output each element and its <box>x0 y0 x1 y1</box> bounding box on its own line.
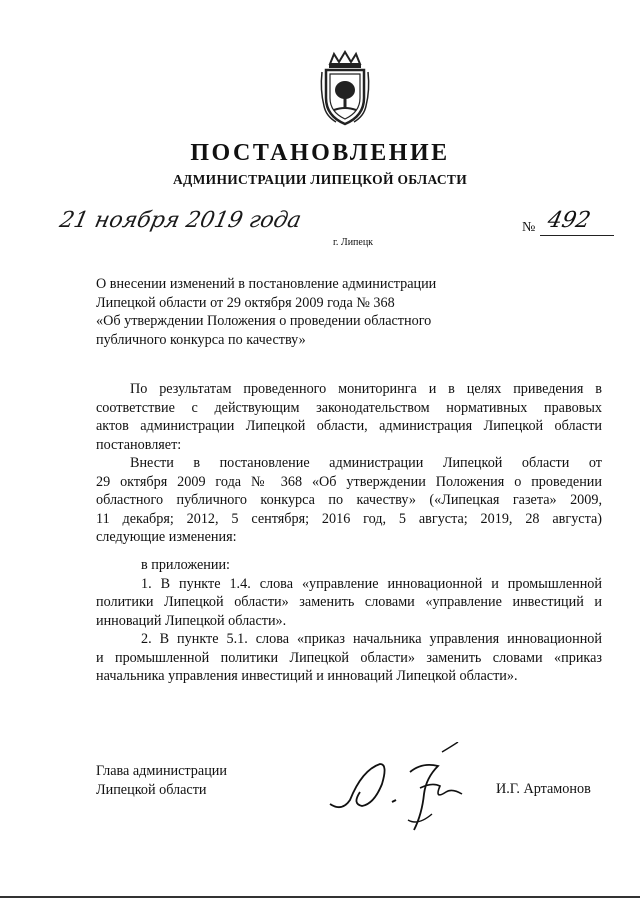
handwritten-number: 492 <box>545 208 593 233</box>
body-line: Внести в постановление администрации Липецкой области от <box>130 455 602 471</box>
body-line: актов администрации Липецкой области, администрация Липецкой области <box>96 418 602 434</box>
body-line: соответствие с действующим законодательством нормативных правовых <box>96 399 602 416</box>
body-line: областного публичного конкурса по качеству» («Липецкая газета» 2009, <box>96 492 602 508</box>
number-underline <box>540 235 614 236</box>
document-title: ПОСТАНОВЛЕНИЕ <box>190 140 450 166</box>
handwritten-date: 21 ноября 2019 года <box>57 208 304 233</box>
subject-line: Липецкой области от 29 октября 2009 года № 368 <box>96 294 395 311</box>
body-line: следующие изменения: <box>96 529 237 545</box>
item-line: политики Липецкой области» заменить словами «управление инвестиций и <box>96 594 602 610</box>
signatory-position <box>96 762 227 800</box>
body-line: 29 октября 2009 года № 368 «Об утверждении Положения о проведении <box>96 473 602 490</box>
subject-line: О внесении изменений в постановление администрации <box>96 276 437 292</box>
appendix-heading: в приложении: <box>141 557 230 573</box>
city-label: г. Липецк <box>332 237 374 248</box>
signatory-position-line: Глава администрации <box>96 763 227 779</box>
signatory-name: И.Г. Артамонов <box>496 781 591 797</box>
signatory-position-line: Липецкой области <box>96 782 207 798</box>
page-bottom-edge <box>0 896 640 898</box>
subject-line: «Об утверждении Положения о проведении областного <box>96 313 432 329</box>
item-line: инноваций Липецкой области». <box>96 612 287 629</box>
item-line: 1. В пункте 1.4. слова «управление инновационной и промышленной <box>141 575 602 592</box>
document-issuer: АДМИНИСТРАЦИИ ЛИПЕЦКОЙ ОБЛАСТИ <box>172 172 468 187</box>
body-line: постановляет: <box>96 436 182 453</box>
item-line: 2. В пункте 5.1. слова «приказ начальника управления инновационной <box>141 631 602 647</box>
item-line: и промышленной политики Липецкой области» заменить словами «приказ <box>96 649 602 666</box>
item-line: начальника управления инвестиций и инноваций Липецкой области». <box>96 668 518 684</box>
coat-of-arms-emblem <box>318 50 372 126</box>
body-line: По результатам проведенного мониторинга и в целях приведения в <box>130 381 602 397</box>
number-label: № <box>522 220 536 235</box>
subject-line: публичного конкурса по качеству» <box>96 331 306 348</box>
body-line: 11 декабря; 2012, 5 сентября; 2016 год, 5 августа; 2019, 28 августа) <box>96 510 602 527</box>
handwritten-signature <box>322 742 482 832</box>
